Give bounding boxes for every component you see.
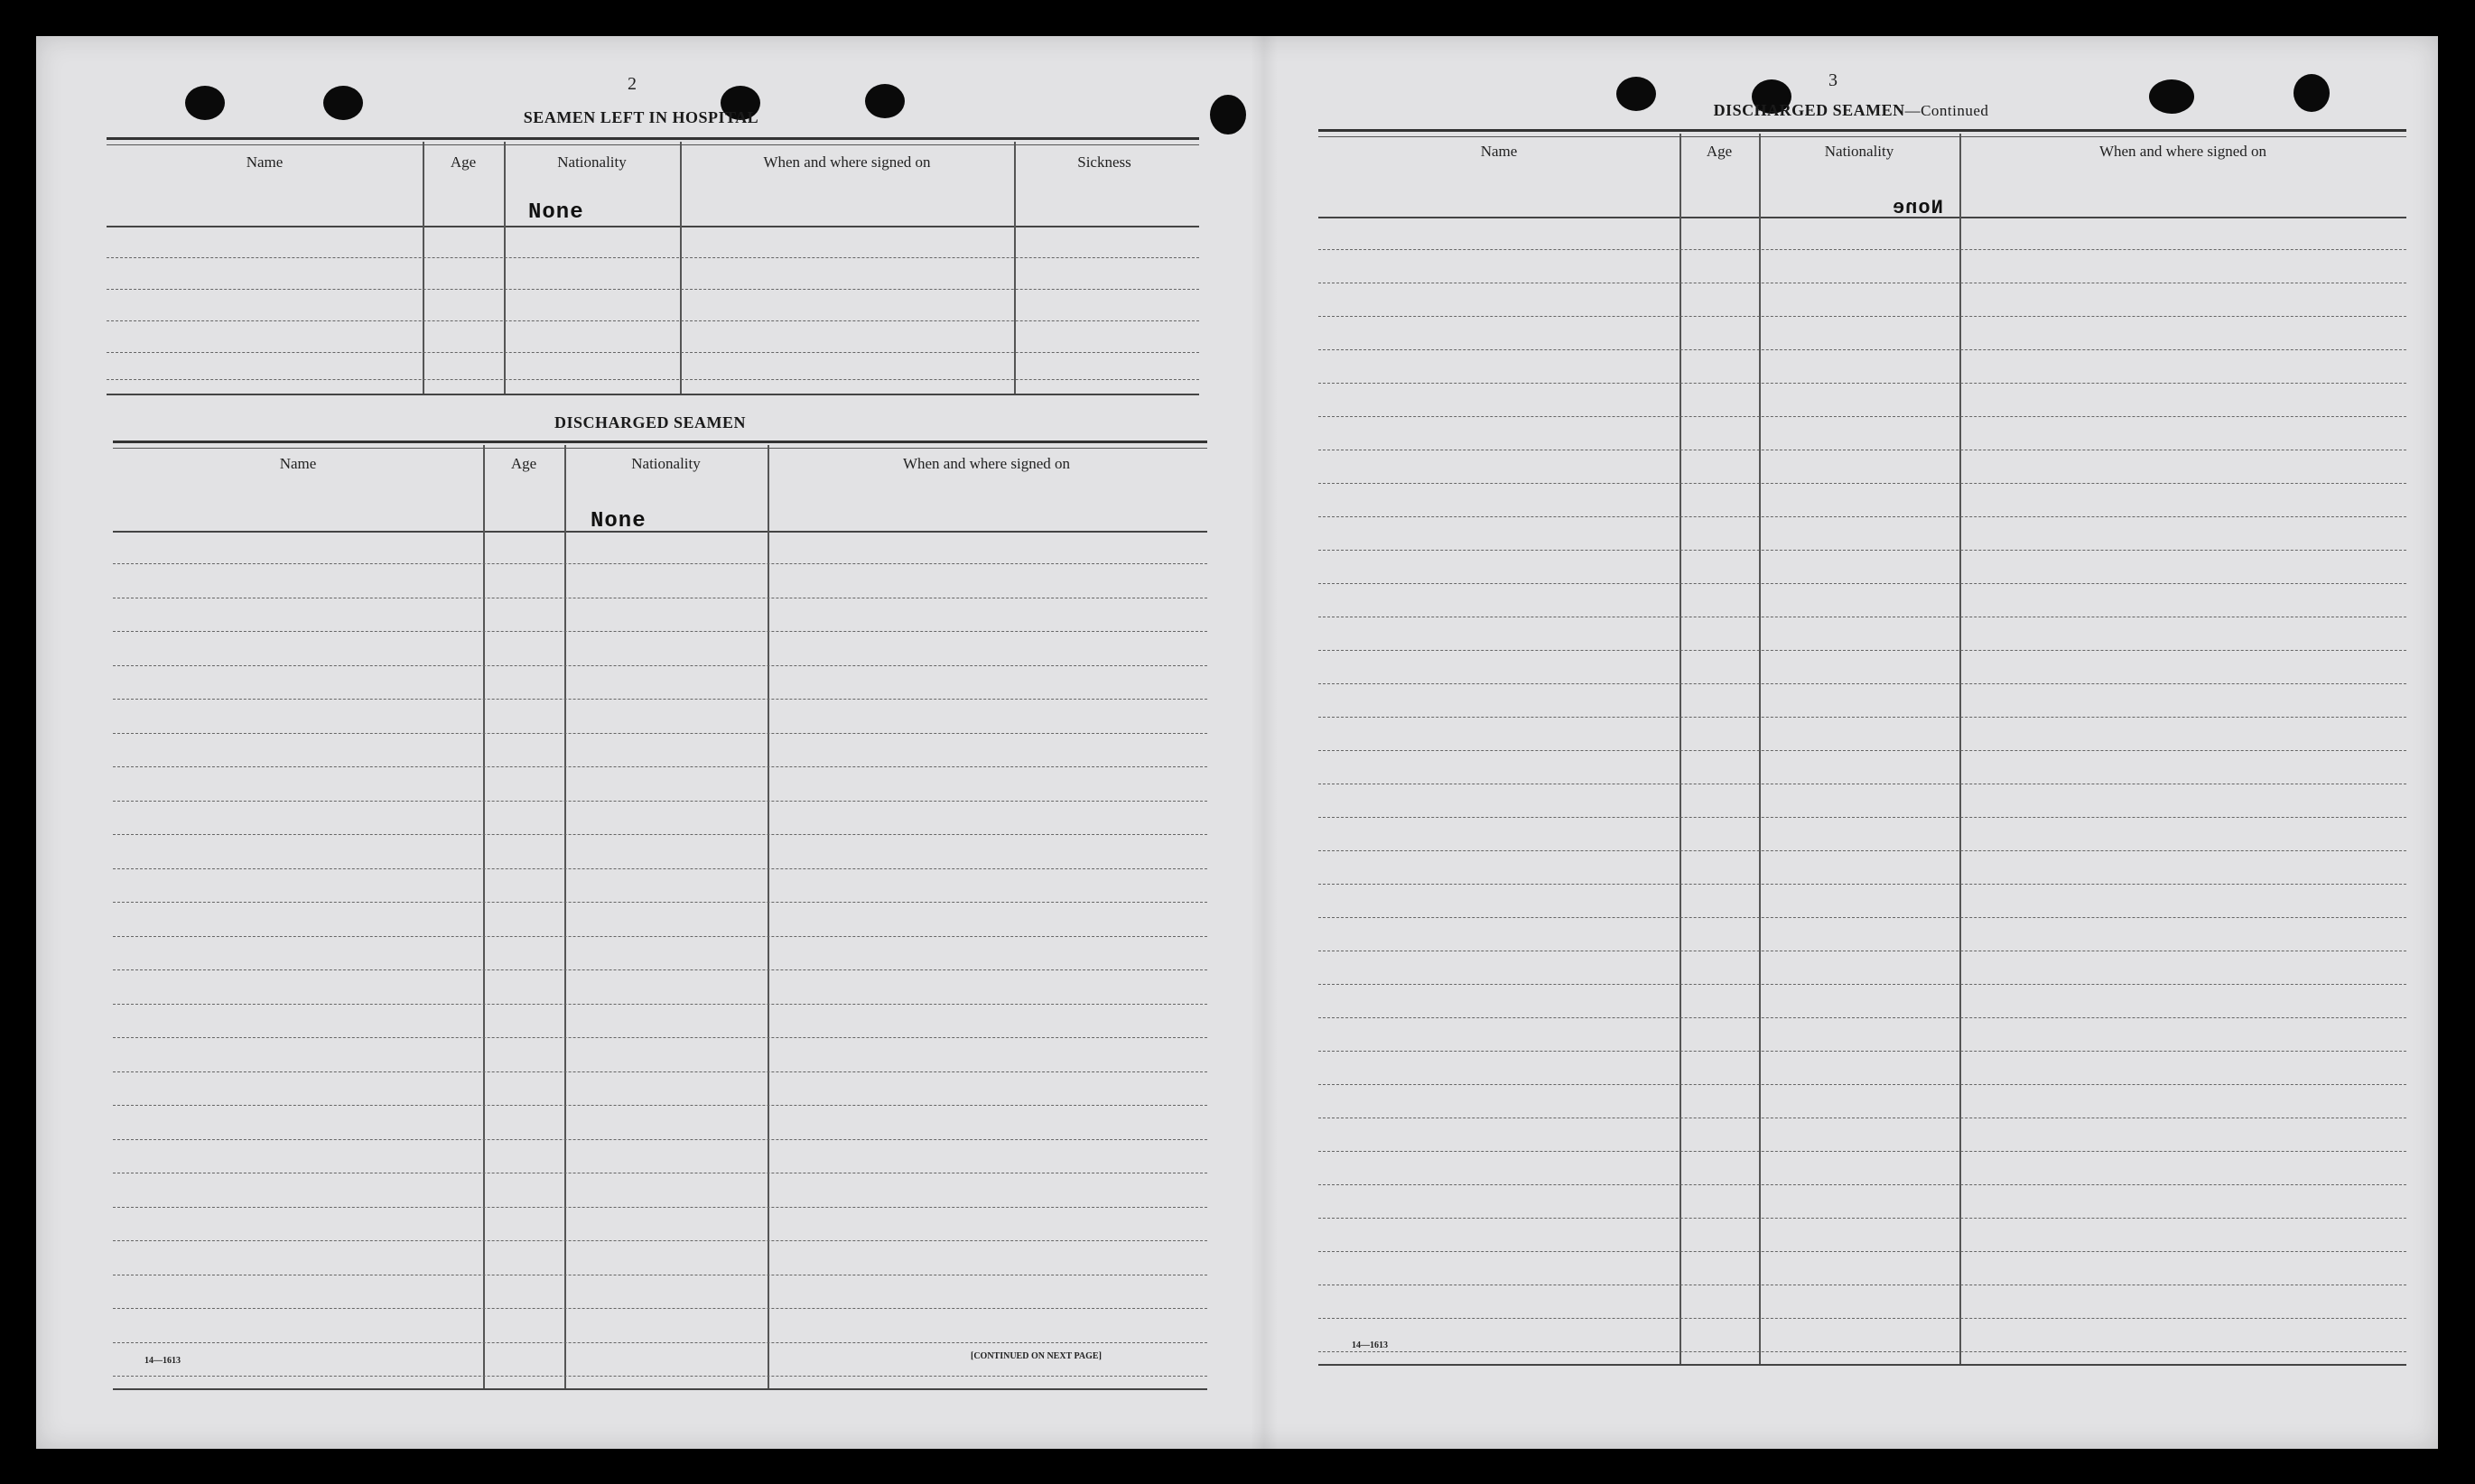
entry-line: [1318, 650, 2406, 651]
entry-line: [113, 1004, 1207, 1005]
header-rule: [113, 531, 1207, 533]
column-divider: [564, 445, 566, 1390]
entry-line: [1318, 1351, 2406, 1352]
section-title-suffix: —Continued: [1904, 102, 1989, 119]
entry-line: [1318, 750, 2406, 751]
entry-line: [113, 1342, 1207, 1343]
entry-line: [113, 1308, 1207, 1309]
entry-line: [113, 1071, 1207, 1072]
column-divider: [680, 142, 682, 394]
entry-line: [113, 1240, 1207, 1241]
document-sheet: [36, 36, 2438, 1449]
punch-hole: [323, 86, 363, 120]
entry-line: [1318, 516, 2406, 517]
column-divider: [504, 142, 506, 394]
entry-line: [1318, 1151, 2406, 1152]
right-nationality-entry: [1892, 197, 1943, 219]
entry-line: [107, 289, 1199, 290]
entry-line: [113, 1037, 1207, 1038]
punch-hole: [2294, 74, 2330, 112]
punch-hole: [2149, 79, 2194, 114]
entry-line: [113, 1105, 1207, 1106]
entry-line: [1318, 1184, 2406, 1185]
entry-line: [107, 257, 1199, 258]
entry-line: [1318, 583, 2406, 584]
header-rule: [107, 226, 1199, 227]
entry-line: [1318, 1084, 2406, 1085]
entry-line: [113, 969, 1207, 970]
entry-line: [113, 936, 1207, 937]
table-bottom-rule: [107, 394, 1199, 395]
column-divider: [423, 142, 424, 394]
table-bottom-rule: [113, 1388, 1207, 1390]
page-number-right: 3: [1828, 70, 1838, 90]
entry-line: [1318, 1218, 2406, 1219]
col-head-age: Age: [510, 455, 537, 472]
entry-line: [113, 1376, 1207, 1377]
entry-line: [1318, 1318, 2406, 1319]
entry-line: [1318, 1017, 2406, 1018]
col-head-nationality: Nationality: [631, 455, 701, 472]
entry-line: [1318, 249, 2406, 250]
page-number-left: 2: [628, 74, 637, 94]
entry-line: [1318, 349, 2406, 350]
entry-line: [113, 563, 1207, 564]
col-head-sickness: Sickness: [1077, 153, 1131, 171]
entry-line: [113, 699, 1207, 700]
discharged-continued-title: [1661, 101, 2041, 120]
punch-hole: [185, 86, 225, 120]
entry-line: [113, 631, 1207, 632]
table-top-rule: [107, 137, 1199, 145]
entry-line: [107, 352, 1199, 353]
form-number-right: 14—1613: [1352, 1340, 1388, 1350]
punch-hole: [1616, 77, 1656, 111]
entry-line: [113, 1139, 1207, 1140]
table-top-rule: [113, 441, 1207, 449]
discharged-nationality-entry: None: [591, 509, 647, 533]
col-head-name: Name: [1480, 143, 1518, 160]
continued-note: [CONTINUED ON NEXT PAGE]: [971, 1351, 1102, 1361]
entry-line: [1318, 550, 2406, 551]
entry-line: [1318, 884, 2406, 885]
entry-line: [113, 1207, 1207, 1208]
table-bottom-rule: [1318, 1364, 2406, 1366]
entry-line: [1318, 316, 2406, 317]
col-head-age: Age: [1706, 143, 1733, 160]
hospital-section-title: SEAMEN LEFT IN HOSPITAL: [523, 108, 759, 126]
col-head-signed-on: When and where signed on: [763, 153, 931, 171]
punch-hole: [1210, 95, 1246, 134]
punch-hole: [865, 84, 905, 118]
entry-line: [113, 902, 1207, 903]
entry-line: [1318, 850, 2406, 851]
entry-line: [1318, 917, 2406, 918]
entry-line: [113, 766, 1207, 767]
entry-line: [1318, 383, 2406, 384]
col-head-name: Name: [246, 153, 284, 171]
entry-line: [1318, 984, 2406, 985]
col-head-nationality: Nationality: [1824, 143, 1894, 160]
entry-line: [1318, 1251, 2406, 1252]
entry-line: [113, 801, 1207, 802]
col-head-signed-on: When and where signed on: [2098, 143, 2267, 160]
hospital-nationality-entry: None: [528, 200, 584, 225]
table-top-rule: [1318, 129, 2406, 137]
form-number-left: 14—1613: [144, 1356, 181, 1366]
column-divider: [483, 445, 485, 1390]
col-head-signed-on: When and where signed on: [902, 455, 1071, 472]
entry-line: [1318, 1051, 2406, 1052]
entry-line: [107, 320, 1199, 321]
section-title-text: DISCHARGED SEAMEN: [1713, 101, 1905, 119]
entry-line: [1318, 717, 2406, 718]
entry-line: [113, 868, 1207, 869]
column-divider: [1014, 142, 1016, 394]
entry-line: [113, 733, 1207, 734]
entry-line: [113, 834, 1207, 835]
entry-line: [1318, 483, 2406, 484]
col-head-age: Age: [450, 153, 477, 171]
mirrored-entry: None: [1892, 197, 1943, 219]
column-divider: [768, 445, 769, 1390]
hospital-table: [107, 137, 1199, 394]
center-fold: [1251, 36, 1278, 1449]
discharged-table-right: [1318, 129, 2406, 1366]
col-head-name: Name: [279, 455, 317, 472]
entry-line: [1318, 683, 2406, 684]
entry-line: [1318, 416, 2406, 417]
discharged-section-title: DISCHARGED SEAMEN: [554, 413, 747, 431]
entry-line: [113, 665, 1207, 666]
entry-line: [1318, 817, 2406, 818]
discharged-table-left: [113, 441, 1207, 1390]
header-rule: [1318, 217, 2406, 218]
entry-line: [107, 379, 1199, 380]
col-head-nationality: Nationality: [557, 153, 627, 171]
